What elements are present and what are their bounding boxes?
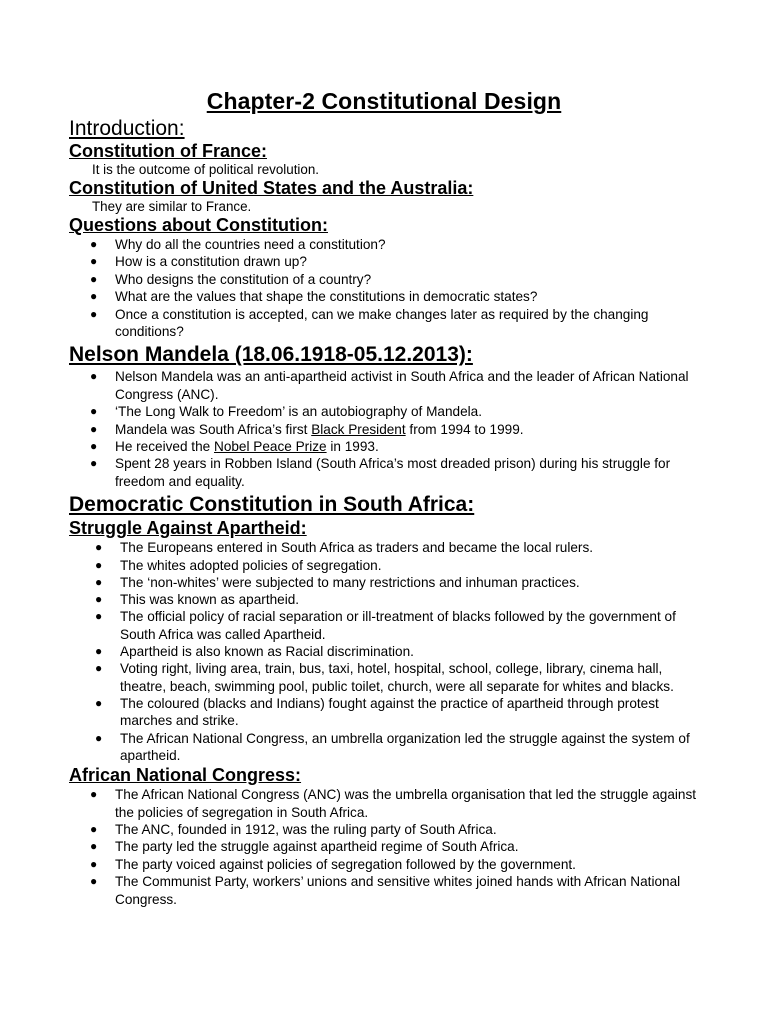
list-item-text: ‘The Long Walk to Freedom’ is an autobiography of Mandela.: [115, 404, 482, 420]
list-item: [69, 873, 699, 908]
list-item: [69, 421, 699, 438]
list-item: [69, 660, 699, 695]
bullet-icon: ●: [95, 574, 103, 589]
us-australia-heading: Constitution of United States and the Australia:: [69, 178, 474, 198]
bullet-icon: ●: [90, 874, 98, 889]
apartheid-heading: Struggle Against Apartheid:: [69, 518, 307, 539]
bullet-icon: ●: [90, 289, 98, 304]
list-item-text: Who designs the constitution of a country?: [115, 271, 372, 287]
questions-heading: Questions about Constitution:: [69, 215, 328, 235]
list-item-text: Voting right, living area, train, bus, taxi, hotel, hospital, school, college, library, cinema hall, theatre, beach, swimming pool, public toilet, church, were all separate for whites and blacks.: [120, 661, 674, 694]
list-item-text: The party voiced against policies of segregation followed by the government.: [115, 856, 576, 872]
bullet-icon: ●: [90, 306, 98, 321]
list-item-text: The party led the struggle against apartheid regime of South Africa.: [115, 839, 519, 855]
questions-list: [69, 236, 699, 340]
france-heading: Constitution of France:: [69, 141, 267, 161]
us-australia-text: They are similar to France.: [92, 199, 252, 214]
list-item: [69, 821, 699, 838]
list-item-text: Why do all the countries need a constitution?: [115, 237, 386, 252]
bullet-icon: ●: [90, 254, 98, 269]
list-item-text: Spent 28 years in Robben Island (South Africa’s most dreaded prison) during his struggle for freedom and equality.: [115, 456, 671, 489]
list-item: [69, 236, 699, 253]
anc-heading: African National Congress:: [69, 765, 302, 786]
list-item-text: The Communist Party, workers’ unions and sensitive whites joined hands with African National Congress.: [115, 874, 681, 907]
bullet-icon: ●: [95, 644, 103, 659]
list-item-text: This was known as apartheid.: [120, 592, 300, 608]
bullet-icon: ●: [95, 609, 103, 624]
apartheid-list: [69, 539, 699, 764]
bullet-icon: ●: [95, 592, 103, 607]
anc-list: [69, 786, 699, 908]
bullet-icon: ●: [90, 271, 98, 286]
list-item: [69, 608, 699, 643]
list-item: [69, 539, 699, 556]
list-item-text: He received the: [115, 439, 214, 455]
bullet-icon: ●: [90, 787, 98, 802]
list-item: [69, 838, 699, 855]
list-item-text: in 1993.: [326, 439, 379, 455]
list-item-text: The African National Congress (ANC) was the umbrella organisation that led the struggle against the policies of segregation in South Africa.: [115, 787, 697, 820]
bullet-icon: ●: [90, 404, 98, 419]
list-item: [69, 253, 699, 270]
list-item: [69, 591, 699, 608]
page-title: Chapter-2 Constitutional Design: [206, 88, 562, 114]
list-item: [69, 403, 699, 420]
underlined-term: Nobel Peace Prize: [214, 439, 327, 455]
bullet-icon: ●: [95, 730, 103, 745]
underlined-term: Black President: [311, 421, 406, 437]
list-item-text: Apartheid is also known as Racial discrimination.: [120, 644, 414, 660]
sa-constitution-heading: Democratic Constitution in South Africa:: [69, 493, 475, 517]
bullet-icon: ●: [90, 369, 98, 384]
list-item-text: The African National Congress, an umbrella organization led the struggle against the system of apartheid.: [120, 730, 690, 763]
list-item-text: The whites adopted policies of segregation.: [120, 557, 382, 573]
bullet-icon: ●: [90, 421, 98, 436]
list-item: [69, 695, 699, 730]
bullet-icon: ●: [95, 540, 103, 555]
list-item-text: How is a constitution drawn up?: [115, 254, 307, 270]
list-item-text: The coloured (blacks and Indians) fought against the practice of apartheid through protest marches and strike.: [120, 695, 659, 729]
list-item-text: from 1994 to 1999.: [405, 421, 524, 437]
introduction-heading: Introduction:: [69, 117, 185, 140]
list-item: [69, 288, 699, 305]
list-item-text: The ‘non-whites’ were subjected to many restrictions and inhuman practices.: [120, 574, 580, 590]
bullet-icon: ●: [90, 856, 98, 871]
list-item: [69, 574, 699, 591]
list-item-text: The official policy of racial separation or ill-treatment of blacks followed by the government of South Africa was called Apartheid.: [120, 609, 676, 642]
mandela-heading: Nelson Mandela (18.06.1918-05.12.2013):: [69, 343, 473, 367]
list-item: [69, 730, 699, 765]
list-item-text: Mandela was South Africa’s first: [115, 421, 312, 437]
list-item: [69, 455, 699, 490]
list-item: [69, 643, 699, 660]
list-item: [69, 786, 699, 821]
list-item: [69, 271, 699, 288]
bullet-icon: ●: [90, 839, 98, 854]
bullet-icon: ●: [90, 439, 98, 454]
list-item-text: Nelson Mandela was an anti-apartheid activist in South Africa and the leader of African National Congress (ANC).: [115, 369, 689, 402]
list-item: [69, 557, 699, 574]
document-body: [69, 117, 699, 908]
list-item: [69, 368, 699, 403]
list-item: [69, 438, 699, 455]
bullet-icon: ●: [90, 237, 98, 251]
list-item-text: The Europeans entered in South Africa as traders and became the local rulers.: [120, 540, 594, 556]
list-item: [69, 306, 699, 341]
bullet-icon: ●: [90, 821, 98, 836]
list-item-text: Once a constitution is accepted, can we make changes later as required by the changing conditions?: [115, 306, 649, 340]
bullet-icon: ●: [95, 661, 103, 676]
mandela-list: [69, 368, 699, 490]
list-item-text: What are the values that shape the constitutions in democratic states?: [115, 289, 538, 305]
bullet-icon: ●: [95, 695, 103, 710]
list-item: [69, 856, 699, 873]
bullet-icon: ●: [95, 557, 103, 572]
bullet-icon: ●: [90, 456, 98, 471]
france-text: It is the outcome of political revolution.: [92, 162, 320, 177]
list-item-text: The ANC, founded in 1912, was the ruling party of South Africa.: [115, 821, 497, 837]
